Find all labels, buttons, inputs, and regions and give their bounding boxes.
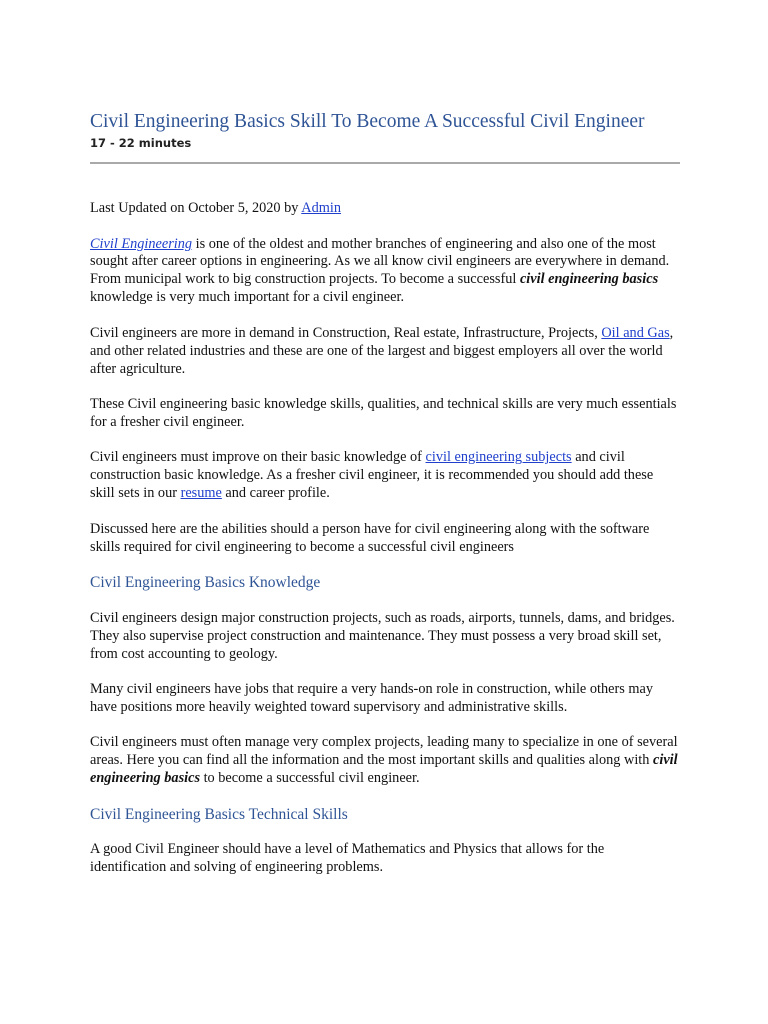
heading-technical-skills: Civil Engineering Basics Technical Skills [90,805,348,823]
intro-paragraph [90,236,680,308]
manage-paragraph [90,734,680,788]
improve-paragraph [90,449,680,503]
improve-text-1: Civil engineers must improve on their basic knowledge of [90,449,426,466]
read-time: 17 - 22 minutes [90,136,192,150]
heading-basics-knowledge: Civil Engineering Basics Knowledge [90,574,321,592]
title-divider [90,162,680,164]
improve-text-3: and career profile. [221,485,330,502]
hands-on-paragraph: Many civil engineers have jobs that require a very hands-on role in construction, while others may have positions more heavily weighted toward supervisory and administrative skills. [90,681,653,715]
article-body [90,200,680,895]
author-link[interactable]: Admin [301,200,341,216]
manage-text-2: to become a successful civil engineer. [200,770,420,787]
improve-text-2: and civil construction basic knowledge. As a fresher civil engineer, it is recommended you should add these skill sets in our [90,449,654,502]
intro-text-2: knowledge is very much important for a civil engineer. [90,289,405,306]
intro-bold-phrase: civil engineering basics [519,271,659,288]
math-physics-paragraph: A good Civil Engineer should have a level of Mathematics and Physics that allows for the identification and solving of engineering problems. [90,841,605,876]
oil-and-gas-link[interactable]: Oil and Gas [601,324,670,341]
design-paragraph: Civil engineers design major construction projects, such as roads, airports, tunnels, dams, and bridges. They also supervise project construction and maintenance. They must possess a very broad skill set, from cost accounting to geology. [90,609,675,662]
civil-engineering-link[interactable]: Civil Engineering [90,235,193,252]
article-title: Civil Engineering Basics Skill To Become A Successful Civil Engineer [90,111,645,132]
skills-paragraph: These Civil engineering basic knowledge skills, qualities, and technical skills are very much essentials for a fresher civil engineer. [90,396,677,430]
intro-text-1: is one of the oldest and mother branches of engineering and also one of the most sought after career options in engineering. As we all know civil engineers are everywhere in demand. From municipal work to big construction projects. To become a successful [90,235,670,288]
resume-link[interactable]: resume [180,485,222,502]
last-updated-line [90,200,680,218]
manage-text-1: Civil engineers must often manage very complex projects, leading many to specialize in one of several areas. Here you can find all the information and the most important skills and qualities along with [90,734,678,769]
last-updated-text: Last Updated on October 5, 2020 by [90,200,302,216]
civil-engineering-subjects-link[interactable]: civil engineering subjects [425,449,572,466]
demand-paragraph [90,325,680,379]
manage-bold-phrase: civil engineering basics [90,752,678,787]
demand-text-2: , and other related industries and these are one of the largest and biggest employers all over the world after agriculture. [90,324,674,377]
demand-text-1: Civil engineers are more in demand in Construction, Real estate, Infrastructure, Projects, [90,324,602,341]
discussed-paragraph: Discussed here are the abilities should a person have for civil engineering along with the software skills required for civil engineering to become a successful civil engineers [90,520,650,555]
